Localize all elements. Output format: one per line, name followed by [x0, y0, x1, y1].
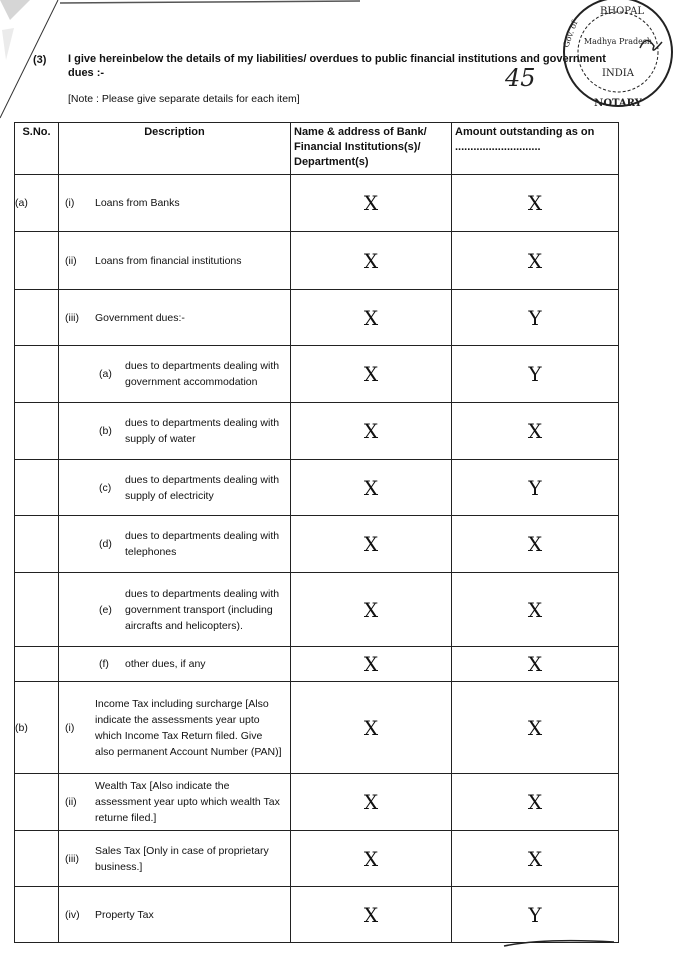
row-bank-mark: X: [291, 573, 452, 647]
row-bank-mark: X: [291, 175, 452, 232]
row-description-cell: [59, 774, 291, 831]
row-bank-mark: X: [291, 290, 452, 346]
row-roman-numeral: (ii): [65, 254, 77, 267]
row-roman-numeral: (ii): [65, 796, 77, 808]
row-amount-mark: X: [452, 647, 619, 682]
row-description-cell: [59, 573, 291, 647]
liabilities-table: [14, 122, 619, 943]
row-description: other dues, if any: [125, 658, 206, 670]
section-note: [Note : Please give separate details for each item]: [68, 93, 300, 105]
table-row: [15, 573, 619, 647]
row-description: Loans from Banks: [95, 197, 180, 209]
table-row: [15, 831, 619, 887]
row-sno: [15, 774, 59, 831]
stamp-bottom-text: NOTARY: [594, 98, 642, 109]
row-bank-mark: X: [291, 887, 452, 943]
item-number: (3): [33, 54, 47, 66]
scan-top-edge: [60, 0, 360, 6]
row-sno: [15, 516, 59, 573]
row-sno: [15, 232, 59, 290]
row-description-cell: [59, 831, 291, 887]
notary-stamp: [540, 0, 688, 118]
stamp-top-text: BHOPAL: [600, 6, 644, 17]
row-sub-letter: (d): [99, 538, 112, 550]
table-row: [15, 516, 619, 573]
row-amount-mark: X: [452, 175, 619, 232]
row-description-cell: [59, 175, 291, 232]
row-sno: [15, 831, 59, 887]
row-sno: [15, 573, 59, 647]
row-sub-letter: (f): [99, 658, 109, 670]
handwritten-number: 45: [505, 64, 536, 92]
stamp-side-text: Gov. of: [561, 19, 580, 49]
row-amount-mark: X: [452, 232, 619, 290]
table-row: [15, 403, 619, 460]
table-row: [15, 346, 619, 403]
row-sno: [15, 887, 59, 943]
stamp-center-text: Madhya Pradesh: [583, 37, 653, 46]
row-amount-mark: X: [452, 774, 619, 831]
row-amount-mark: X: [452, 516, 619, 573]
table-row: [15, 887, 619, 943]
section-heading: I give hereinbelow the details of my liabilities/ overdues to public financial institutions and government dues :-: [68, 53, 606, 79]
row-description-cell: [59, 232, 291, 290]
table-row: [15, 682, 619, 774]
stamp-country: INDIA: [602, 68, 634, 79]
row-description-cell: [59, 403, 291, 460]
table-row: [15, 232, 619, 290]
row-description: Income Tax including surcharge [Also indicate the assessments year upto which Income Tax Return filed. Give also permanent Account Number (PAN)]: [95, 697, 282, 758]
row-roman-numeral: (iii): [65, 311, 79, 324]
header-name-address: Name & address of Bank/ Financial Institutions(s)/ Department(s): [291, 123, 452, 175]
row-sno: [15, 290, 59, 346]
row-description: dues to departments dealing with government transport (including aircrafts and helicopters).: [125, 587, 280, 632]
row-sub-letter: (e): [99, 603, 112, 616]
row-description: dues to departments dealing with telephones: [125, 530, 280, 558]
header-amount: Amount outstanding as on ............................: [452, 123, 619, 175]
row-bank-mark: X: [291, 403, 452, 460]
row-amount-mark: Y: [452, 460, 619, 516]
row-description-cell: [59, 647, 291, 682]
header-description: Description: [59, 123, 291, 175]
row-bank-mark: X: [291, 516, 452, 573]
row-amount-mark: X: [452, 403, 619, 460]
row-sub-letter: (b): [99, 425, 112, 437]
row-roman-numeral: (i): [65, 197, 75, 209]
table-row: [15, 290, 619, 346]
row-bank-mark: X: [291, 232, 452, 290]
row-bank-mark: X: [291, 831, 452, 887]
row-amount-mark: Y: [452, 290, 619, 346]
row-description: dues to departments dealing with government accommodation: [125, 360, 280, 388]
row-sub-letter: (c): [99, 481, 112, 494]
row-description: dues to departments dealing with supply of electricity: [125, 473, 280, 502]
row-sno: (b): [15, 682, 59, 774]
row-amount-mark: X: [452, 682, 619, 774]
row-roman-numeral: (iv): [65, 908, 80, 921]
row-description-cell: [59, 887, 291, 943]
row-description: Government dues:-: [95, 311, 185, 324]
row-bank-mark: X: [291, 346, 452, 403]
row-sno: (a): [15, 175, 59, 232]
row-bank-mark: X: [291, 460, 452, 516]
row-description-cell: [59, 346, 291, 403]
table-row: [15, 647, 619, 682]
row-description-cell: [59, 290, 291, 346]
row-amount-mark: Y: [452, 346, 619, 403]
table-row: [15, 460, 619, 516]
row-sno: [15, 647, 59, 682]
row-amount-mark: X: [452, 831, 619, 887]
row-bank-mark: X: [291, 682, 452, 774]
row-description: Sales Tax [Only in case of proprietary business.]: [95, 844, 269, 873]
row-amount-mark: Y: [452, 887, 619, 943]
table-header-row: [15, 123, 619, 175]
row-sub-letter: (a): [99, 368, 112, 380]
row-amount-mark: X: [452, 573, 619, 647]
row-description: Loans from financial institutions: [95, 254, 242, 267]
row-description: Property Tax: [95, 908, 154, 921]
row-roman-numeral: (iii): [65, 852, 79, 865]
row-sno: [15, 346, 59, 403]
table-row: [15, 175, 619, 232]
row-bank-mark: X: [291, 774, 452, 831]
row-roman-numeral: (i): [65, 721, 75, 734]
row-bank-mark: X: [291, 647, 452, 682]
row-description: Wealth Tax [Also indicate the assessment year upto which wealth Tax returne filed.]: [95, 780, 280, 824]
row-sno: [15, 460, 59, 516]
row-description-cell: [59, 682, 291, 774]
row-description-cell: [59, 516, 291, 573]
header-sno: S.No.: [15, 123, 59, 175]
table-row: [15, 774, 619, 831]
scan-corner-mark: [0, 0, 60, 120]
signature-stroke: [500, 936, 620, 952]
row-description-cell: [59, 460, 291, 516]
row-sno: [15, 403, 59, 460]
row-description: dues to departments dealing with supply of water: [125, 417, 280, 445]
